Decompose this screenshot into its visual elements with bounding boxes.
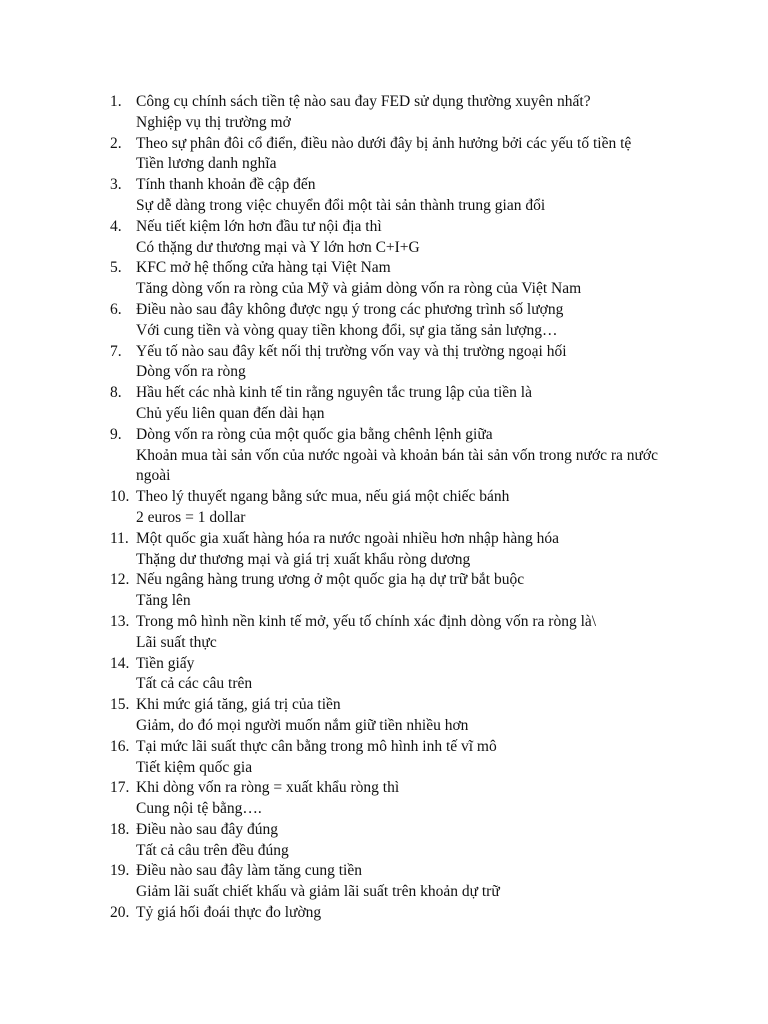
question-text: Điều nào sau đây làm tăng cung tiền	[136, 862, 362, 880]
answer-text: Tăng lên	[136, 592, 191, 610]
answer-text: Tất cả câu trên đều đúng	[136, 841, 289, 859]
answer-text: Dòng vốn ra ròng	[136, 363, 246, 381]
question-item	[110, 612, 670, 654]
answer-text: Nghiệp vụ thị trường mở	[136, 113, 291, 131]
question-item	[110, 570, 670, 612]
question-item	[110, 695, 670, 737]
question-list	[110, 92, 670, 924]
question-number: 8.	[110, 384, 122, 402]
answer-text: Tăng dòng vốn ra ròng của Mỹ và giảm dòng vốn ra ròng của Việt Nam	[136, 280, 582, 298]
question-number: 10.	[110, 488, 130, 506]
question-text: Công cụ chính sách tiền tệ nào sau đay FED sử dụng thường xuyên nhất?	[136, 93, 591, 110]
question-number: 16.	[110, 737, 130, 755]
question-number: 18.	[110, 820, 130, 838]
question-number: 9.	[110, 425, 122, 443]
answer-text: Với cung tiền và vòng quay tiền khong đổi, sự gia tăng sản lượng…	[136, 321, 558, 339]
question-item	[110, 134, 670, 176]
answer-text: Giảm, do đó mọi người muốn nắm giữ tiền nhiều hơn	[136, 716, 469, 734]
question-text: Khi mức giá tăng, giá trị của tiền	[136, 696, 341, 714]
question-item	[110, 258, 670, 300]
question-number: 12.	[110, 571, 130, 589]
answer-text: Tất cả các câu trên	[136, 675, 253, 693]
question-item	[110, 529, 670, 571]
question-text: Hầu hết các nhà kinh tế tin rằng nguyên tắc trung lập của tiền là	[136, 384, 532, 402]
question-text: Yếu tố nào sau đây kết nối thị trường vốn vay và thị trường ngoại hối	[136, 342, 567, 360]
answer-text: Chủ yếu liên quan đến dài hạn	[136, 404, 325, 422]
question-item	[110, 300, 670, 342]
question-number: 5.	[110, 259, 122, 277]
question-number: 11.	[110, 529, 129, 547]
answer-text: Có thặng dư thương mại và Y lớn hơn C+I+G	[136, 238, 420, 256]
question-item	[110, 861, 670, 903]
question-number: 17.	[110, 779, 130, 797]
question-text: Tiền giấy	[136, 654, 195, 672]
question-text: KFC mở hệ thống cửa hàng tại Việt Nam	[136, 259, 391, 277]
question-item	[110, 903, 670, 924]
question-text: Tại mức lãi suất thực cân bằng trong mô hình inh tế vĩ mô	[136, 737, 497, 755]
question-item	[110, 92, 670, 134]
question-text: Trong mô hình nền kinh tế mở, yếu tố chính xác định dòng vốn ra ròng là\	[136, 612, 597, 630]
question-text: Một quốc gia xuất hàng hóa ra nước ngoài nhiều hơn nhập hàng hóa	[136, 529, 559, 547]
question-item	[110, 778, 670, 820]
question-number: 20.	[110, 904, 130, 922]
question-text: Tỷ giá hối đoái thực đo lường	[136, 904, 322, 922]
question-text: Khi dòng vốn ra ròng = xuất khẩu ròng thì	[136, 779, 400, 797]
question-item	[110, 175, 670, 217]
question-number: 3.	[110, 176, 122, 194]
question-number: 1.	[110, 93, 122, 110]
question-text: Điều nào sau đây đúng	[136, 820, 279, 838]
answer-text: Khoản mua tài sản vốn của nước ngoài và khoản bán tài sản vốn trong nước ra nước ngoài	[136, 446, 658, 485]
question-text: Theo lý thuyết ngang bằng sức mua, nếu giá một chiếc bánh	[136, 488, 510, 506]
question-number: 7.	[110, 342, 122, 360]
question-number: 14.	[110, 654, 130, 672]
question-number: 19.	[110, 862, 130, 880]
question-text: Tính thanh khoản đề cập đến	[136, 176, 316, 194]
question-item	[110, 737, 670, 779]
question-number: 4.	[110, 217, 122, 235]
question-text: Dòng vốn ra ròng của một quốc gia bằng chênh lệnh giữa	[136, 425, 493, 443]
question-item	[110, 425, 670, 487]
question-text: Theo sự phân đôi cổ điển, điều nào dưới đây bị ảnh hưởng bởi các yếu tố tiền tệ	[136, 134, 632, 152]
question-text: Nếu ngâng hàng trung ương ở một quốc gia hạ dự trữ bắt buộc	[136, 571, 525, 589]
answer-text: Lãi suất thực	[136, 633, 217, 651]
question-text: Điều nào sau đây không được ngụ ý trong các phương trình số lượng	[136, 300, 564, 318]
question-text: Nếu tiết kiệm lớn hơn đầu tư nội địa thì	[136, 217, 382, 235]
answer-text: Sự dễ dàng trong việc chuyển đổi một tài sản thành trung gian đổi	[136, 196, 546, 214]
question-item	[110, 654, 670, 696]
answer-text: Giảm lãi suất chiết khấu và giảm lãi suất trên khoản dự trữ	[136, 883, 500, 901]
question-item	[110, 820, 670, 862]
question-item	[110, 342, 670, 384]
answer-text: 2 euros = 1 dollar	[136, 508, 246, 526]
answer-text: Thặng dư thương mại và giá trị xuất khẩu ròng dương	[136, 550, 471, 568]
question-item	[110, 487, 670, 529]
question-item	[110, 383, 670, 425]
question-number: 2.	[110, 134, 122, 152]
question-number: 15.	[110, 696, 130, 714]
question-number: 13.	[110, 612, 130, 630]
answer-text: Tiền lương danh nghĩa	[136, 155, 277, 173]
answer-text: Cung nội tệ bằng….	[136, 800, 262, 818]
question-item	[110, 217, 670, 259]
answer-text: Tiết kiệm quốc gia	[136, 758, 253, 776]
question-number: 6.	[110, 300, 122, 318]
